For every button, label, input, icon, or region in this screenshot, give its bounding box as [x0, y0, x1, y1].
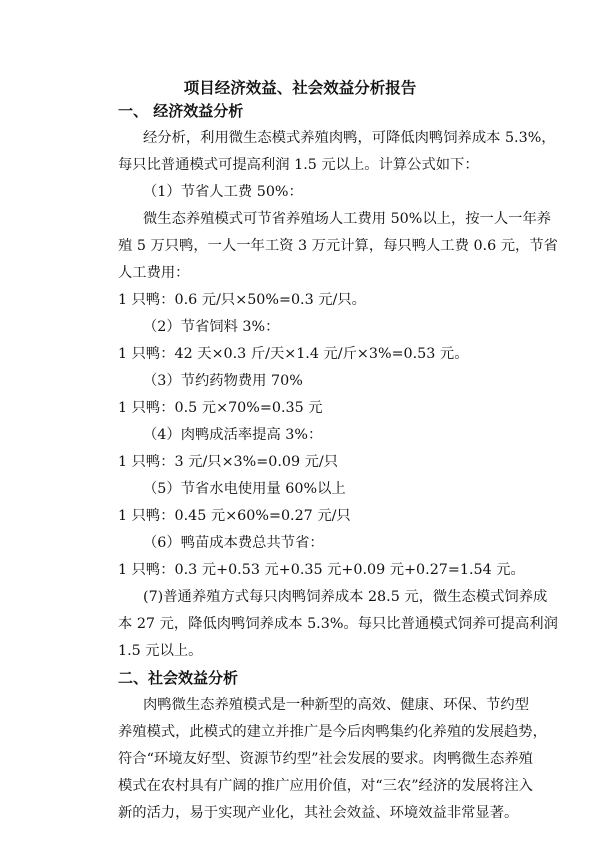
section2-text-line: 养殖模式，此模式的建立并推广是今后肉鸭集约化养殖的发展趋势， [118, 724, 547, 740]
document-title: 项目经济效益、社会效益分析报告 [183, 78, 417, 97]
item3-title: （3）节约药物费用 70% [143, 373, 303, 389]
section2-text-line: 模式在农村具有广阔的推广应用价值，对“三农”经济的发展将注入 [118, 778, 533, 794]
item4-calc: 1 只鸭：3 元/只×3%=0.09 元/只 [118, 454, 339, 470]
section2-text-line: 肉鸭微生态养殖模式是一种新型的高效、健康、环保、节约型 [143, 697, 530, 713]
item7-text-line: 本 27 元，降低肉鸭饲养成本 5.3%。每只比普通模式饲养可提高利润 [118, 616, 558, 632]
item5-title: （5）节省水电使用量 60%以上 [143, 481, 346, 497]
item1-calc: 1 只鸭：0.6 元/只×50%=0.3 元/只。 [118, 292, 366, 308]
section2-heading: 二、社会效益分析 [118, 669, 239, 687]
item6-title: （6）鸭苗成本费总共节省： [143, 535, 324, 551]
item3-calc: 1 只鸭：0.5 元×70%=0.35 元 [118, 400, 323, 416]
item2-calc: 1 只鸭：42 天×0.3 斤/天×1.4 元/斤×3%=0.53 元。 [118, 346, 469, 362]
item4-title: （4）肉鸭成活率提高 3%： [143, 427, 323, 443]
item1-text-line: 殖 5 万只鸭，一人一年工资 3 万元计算，每只鸭人工费 0.6 元，节省 [118, 238, 558, 254]
section1-heading: 一、 经济效益分析 [118, 102, 244, 120]
item1-title: （1）节省人工费 50%： [143, 184, 303, 200]
item1-text-line: 微生态养殖模式可节省养殖场人工费用 50%以上，按一人一年养 [143, 211, 552, 227]
section1-intro-line: 每只比普通模式可提高利润 1.5 元以上。计算公式如下： [118, 157, 479, 173]
section1-intro-line: 经分析，利用微生态模式养殖肉鸭，可降低肉鸭饲养成本 5.3%， [143, 130, 556, 146]
item7-text-line: (7)普通养殖方式每只肉鸭饲养成本 28.5 元，微生态模式饲养成 [143, 589, 548, 605]
item6-calc: 1 只鸭：0.3 元+0.53 元+0.35 元+0.09 元+0.27=1.54 元。 [118, 562, 525, 578]
item1-text-line: 人工费用： [118, 265, 190, 281]
item5-calc: 1 只鸭：0.45 元×60%=0.27 元/只 [118, 508, 351, 524]
item2-title: （2）节省饲料 3%： [143, 319, 280, 335]
section2-text-line: 新的活力，易于实现产业化，其社会效益、环境效益非常显著。 [118, 805, 519, 821]
section2-text-line: 符合“环境友好型、资源节约型”社会发展的要求。肉鸭微生态养殖 [118, 751, 533, 767]
item7-text-line: 1.5 元以上。 [118, 643, 203, 659]
